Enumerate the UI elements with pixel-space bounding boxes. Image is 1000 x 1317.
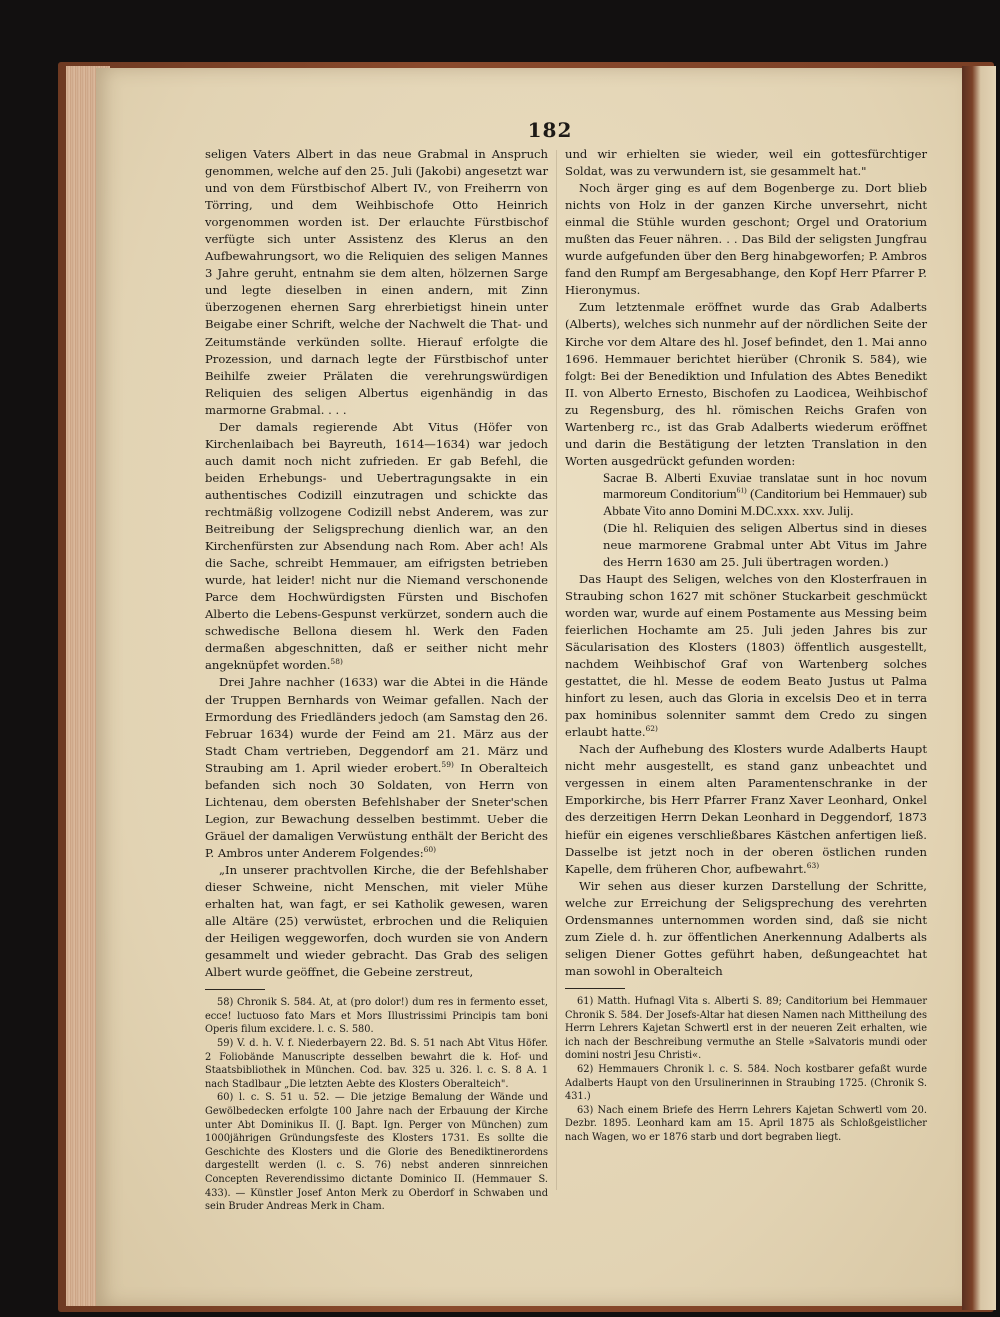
column-divider (556, 150, 557, 1190)
latin-inscription (565, 470, 927, 520)
right-paragraph-6: Wir sehen aus dieser kurzen Darstellung der Schritte, welche zur Erreichung der Seligsprechung des verehrten Ordensmannes unternommen worden sind, daß sie nicht zum Ziele d. h. zur öffentlichen Anerkennung Adalberts als seligen Diener Gottes geführt haben, deßungeachtet hat man sowohl in Oberalteich (565, 878, 927, 978)
footnote-59: 59) V. d. h. V. f. Niederbayern 22. Bd. S. 51 nach Abt Vitus Höfer. 2 Foliobände Manuscripte desselben bewahrt die k. Hof- und Staatsbibliothek in München. Cod. bav. 325 u. 326. l. c. S. 8 A. 1 nach Stadlbaur „Die letzten Aebte des Klosters Oberalteich". (205, 1038, 548, 1090)
right-paragraph-4-text: Das Haupt des Seligen, welches von den Klosterfrauen in Straubing schon 1627 mit schöner Stuckarbeit geschmückt worden war, wurde auf einem Postamente aus Messing beim feierlichen Hochamte am 25. Juli jeden Jahres bis zur Säcularisation des Klosters (1803) öffentlich ausgestellt, nachdem Weihbischof Graf von Wartenberg solches gestattet, die hl. Messe de eodem Beato Justus ut Palma hinfort zu lesen, auch das Gloria in excelsis Deo et in terra pax hominibus solenniter sammt dem Credo zu singen erlaubt hatte. (565, 571, 927, 740)
footnote-ref-61: 61) (736, 486, 747, 496)
left-paragraph-3-text: Drei Jahre nachher (1633) war die Abtei in die Hände der Truppen Bernhards von Weimar gefallen. Nach der Ermordung des Friedländers jedoch (am Samstag den 26. Februar 1634) wurde der Feind am 21. März aus der Stadt Cham vertrieben, Deggendorf am 21. März und Straubing am 1. April wieder erobert. (205, 675, 548, 775)
right-paragraph-3: Zum letztenmale eröffnet wurde das Grab Adalberts (Alberts), welches sich nunmehr auf der nördlichen Seite der Kirche vor dem Altare des hl. Josef befindet, den 1. Mai anno 1696. Hemmauer berichtet hierüber (Chronik S. 584), wie folgt: Bei der Benediktion und Infulation des Abtes Benedikt II. von Alberto Ernesto, Bischofen zu Laodicea, Weihbischof zu Regensburg, des hl. römischen Reichs Grafen von Wartenberg rc., ist das Grab Adalberts wiederum eröffnet und darin die Bestätigung der letzten Translation in den Worten ausgedrückt gefunden worden: (565, 300, 927, 468)
footnote-rule-left (205, 989, 265, 990)
right-paragraph-2: Noch ärger ging es auf dem Bogenberge zu. Dort blieb nichts von Holz in der ganzen Kirche unversehrt, nicht einmal die Stühle wurden geschont; Orgel und Oratorium mußten das Feuer nähren. . . Das Bild der seligsten Jungfrau wurde aufgefunden über den Berg hinabgeworfen; P. Ambros fand den Rumpf am Bergesabhange, den Kopf Herr Pfarrer P. Hieronymus. (565, 181, 927, 298)
left-paragraph-4: „In unserer prachtvollen Kirche, die der Befehlshaber dieser Schweine, nicht Menschen, mit vieler Mühe erhalten hat, wan fagt, er sei Katholik gewesen, waren alle Altäre (25) verwüstet, erbrochen und die Reliquien der Heiligen weggeworfen, doch wurden sie von Andern gesammelt und wieder gebracht. Das Grab des seligen Albert wurde geöffnet, die Gebeine zerstreut, (205, 862, 548, 980)
footnote-rule-right (565, 988, 625, 989)
right-footnotes (565, 995, 927, 1145)
footnote-62: 62) Hemmauers Chronik l. c. S. 584. Noch kostbarer gefaßt wurde Adalberts Haupt von den Ursulinerinnen in Straubing 1725. (Chronik S. 431.) (565, 1063, 927, 1103)
left-paragraph-3b-text: In Oberalteich befanden sich noch 30 Soldaten, von Herrn von Lichtenau, dem obersten Befehlshaber der Sneter'schen Legion, zur Bewachung desselben bestimmt. Ueber die Gräuel der damaligen Verwüstung enthält der Bericht des P. Ambros unter Anderem Folgendes: (205, 760, 549, 860)
right-paragraph-5 (565, 741, 927, 877)
left-paragraph-2 (205, 419, 548, 675)
footnote-ref-59: 59) (441, 759, 454, 769)
footnote-ref-62: 62) (645, 724, 658, 734)
footnote-ref-58: 58) (330, 657, 343, 667)
left-paragraph-2-text: Der damals regierende Abt Vitus (Höfer von Kirchenlaibach bei Bayreuth, 1614—1634) war jedoch auch damit noch nicht zufrieden. Er gab Befehl, die beiden Erhebungs- und Uebertragungsakte in ein authentisches Codizill einzutragen und schickte das rechtmäßig vollzogene Codizill nebst Anderem, was zur Beitreibung der Seligsprechung dienlich war, an den Kirchenfürsten zur Absendung nach Rom. Aber ach! Als die Sache, schreibt Hemmauer, am eifrigsten betrieben wurde, hat leider! nicht nur die Niemand verschonende Parce dem Hochwürdigsten Fürsten und Bischofen Alberto die Lebens-Gespunst verkürzet, sondern auch die schwedische Bellona diesem hl. Werk den Faden dermaßen abgeschnitten, daß er seither nicht mehr angeknüpfet worden. (205, 419, 548, 673)
right-paragraph-5-text: Nach der Aufhebung des Klosters wurde Adalberts Haupt nicht mehr ausgestellt, es stand ganz unbeachtet und vergessen in einem alten Paramentenschranke in der Emporkirche, bis Herr Pfarrer Franz Xaver Leonhard, Onkel des derzeitigen Herrn Dekan Leonhard in Deggendorf, 1873 hiefür ein eigenes verschließbares Kästchen anfertigen ließ. Dasselbe ist jetzt noch in der oberen östlichen runden Kapelle, dem früheren Chor, aufbewahrt. (565, 742, 927, 876)
latin-inscription-text-2: (Canditorium bei Hemmauer) sub Abbate Vito anno Domini M.DC.xxx. xxv. Julij. (603, 486, 928, 519)
latin-inscription-text: Sacrae B. Alberti Exuviae translatae sunt in hoc novum marmoreum Conditorium (603, 469, 927, 502)
left-column (205, 146, 548, 1214)
footnote-61: 61) Matth. Hufnagl Vita s. Alberti S. 89; Canditorium bei Hemmauer Chronik S. 584. Der Josefs-Altar hat diesen Namen nach Mittheilung des Herrn Lehrers Kajetan Schwertl erst in der neueren Zeit erhalten, wie ich nach der Beschreibung vermuthe an Stelle »Salvatoris mundi oder domini nostri Jesu Christi«. (565, 995, 927, 1062)
left-paragraph-1: seligen Vaters Albert in das neue Grabmal in Anspruch genommen, welche auf den 25. Juli (Jakobi) angesetzt war und von dem Fürstbischof Albert IV., von Freiherrn von Törring, und dem Weihbischofe Otto Heinrich vorgenommen worden ist. Der erlauchte Fürstbischof verfügte sich unter Assistenz des Klerus an den Aufbewahrungsort, wo die Reliquien des seligen Mannes 3 Jahre geruht, entnahm sie dem alten, hölzernen Sarge und legte dieselben in einen andern, mit Zinn überzogenen ehernen Sarg ehrerbietigst hinein unter Beigabe einer Schrift, welche der Nachwelt die That- und Zeitumstände verkünden sollte. Hierauf erfolgte die Prozession, und darnach legte der Fürstbischof unter Beihilfe zweier Prälaten die verehrungswürdigen Reliquien des seligen Albertus eigenhändig in das marmorne Grabmal. . . . (205, 147, 548, 417)
left-footnotes (205, 996, 548, 1214)
right-paragraph-1: und wir erhielten sie wieder, weil ein gottesfürchtiger Soldat, was zu verwundern ist, sie gesammelt hat." (565, 147, 927, 179)
footnote-58: 58) Chronik S. 584. At, at (pro dolor!) dum res in fermento esset, ecce! luctuoso fato Mars et Mors Illustrissimi Principis tam boni Operis filum excidere. l. c. S. 580. (205, 997, 548, 1036)
page-number: 182 (527, 118, 573, 142)
footnote-ref-60: 60) (423, 845, 437, 855)
right-paragraph-4 (565, 571, 927, 741)
footnote-ref-63: 63) (806, 860, 820, 870)
next-page-edge (962, 66, 996, 1310)
right-column (565, 146, 927, 1144)
german-translation: (Die hl. Reliquien des seligen Albertus sind in dieses neue marmorene Grabmal unter Abt Vitus im Jahre des Herrn 1630 am 25. Juli übertragen worden.) (603, 520, 927, 569)
footnote-60: 60) l. c. S. 51 u. 52. — Die jetzige Bemalung der Wände und Gewölbedecken erfolgte 100 Jahre nach der Erbauung der Kirche unter Abt Dominikus II. (J. Bapt. Ign. Perger von München) zum 1000jährigen Gründungsfeste des Klosters 1731. Es sollte die Geschichte des Klosters und die Glorie des Benediktinerordens dargestellt werden (l. c. S. 76) nebst anderen sinnreichen Concepten Reverendissimo dictante Dominico II. (Hemmauer S. 433). — Künstler Josef Anton Merk zu Oberdorf in Schwaben und sein Bruder Andreas Merk in Cham. (205, 1092, 548, 1213)
footnote-63: 63) Nach einem Briefe des Herrn Lehrers Kajetan Schwertl vom 20. Dezbr. 1895. Leonhard kam am 15. April 1875 als Schloßgeistlicher nach Wagen, wo er 1876 starb und dort begraben liegt. (565, 1104, 927, 1143)
left-paragraph-3 (205, 674, 548, 862)
